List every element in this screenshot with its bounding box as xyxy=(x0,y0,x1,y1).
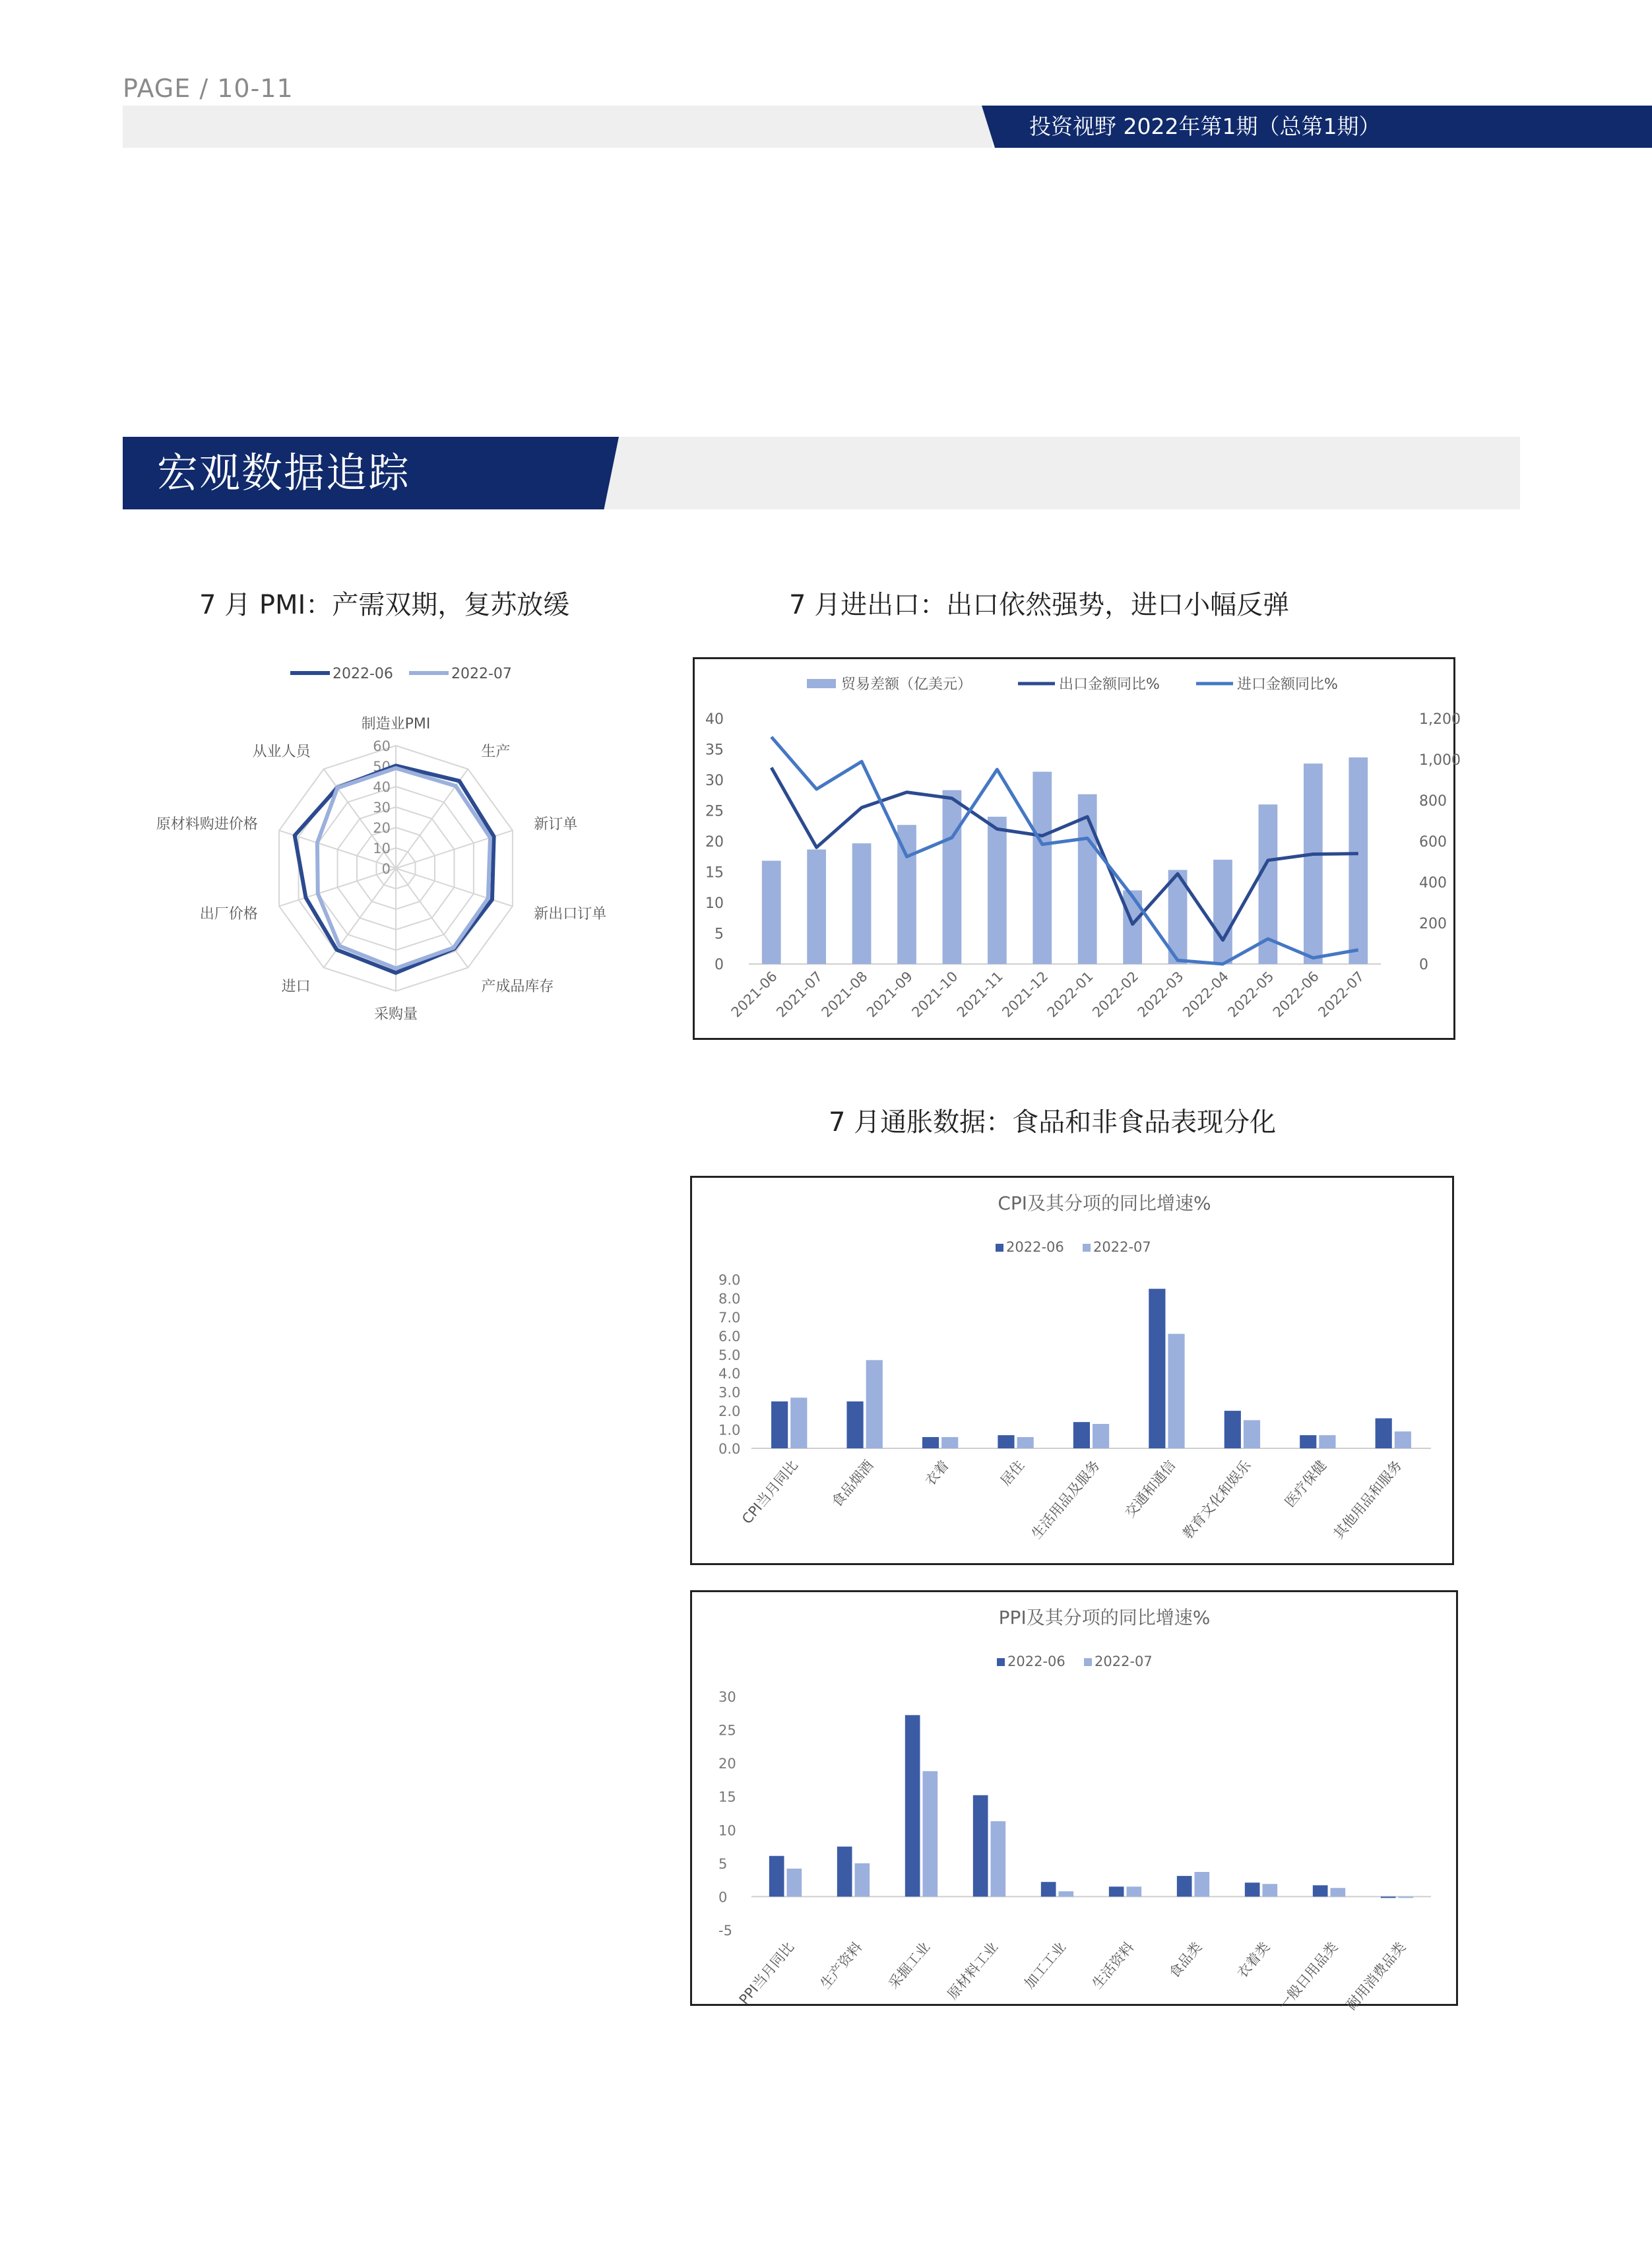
trade-balance-bar xyxy=(943,790,962,965)
right-tick-label: 0 xyxy=(1419,957,1428,973)
y-tick-label: 20 xyxy=(718,1756,736,1772)
publication-title: 投资视野 2022年第1期（总第1期） xyxy=(1029,113,1381,139)
radar-tick-label: 60 xyxy=(373,738,391,754)
inflation-chart-title: 7 月通胀数据：食品和非食品表现分化 xyxy=(829,1107,1277,1138)
left-tick-label: 25 xyxy=(705,803,724,820)
bar-2022-07 xyxy=(787,1869,802,1896)
bar-2022-06 xyxy=(905,1715,920,1896)
trade-balance-bar xyxy=(762,860,781,964)
category-label: 加工工业 xyxy=(1021,1939,1069,1992)
category-label: 耐用消费品类 xyxy=(1343,1939,1409,2013)
category-label: CPI当月同比 xyxy=(739,1457,802,1528)
radar-axis-label: 新出口订单 xyxy=(534,905,607,922)
bar-2022-07 xyxy=(1093,1424,1109,1448)
legend-label: 出口金额同比% xyxy=(1059,676,1160,693)
radar-axis-label: 生产 xyxy=(481,744,511,761)
radar-axis-label: 从业人员 xyxy=(252,744,311,761)
bar-2022-06 xyxy=(922,1437,939,1448)
bar-2022-07 xyxy=(1331,1888,1346,1896)
category-label: 2021-08 xyxy=(818,968,871,1021)
header-bar xyxy=(123,106,992,148)
pmi-chart-title: 7 月 PMI：产需双期，复苏放缓 xyxy=(199,590,570,620)
category-label: 生产资料 xyxy=(817,1939,866,1992)
category-label: 教育文化和娱乐 xyxy=(1179,1457,1254,1542)
y-tick-label: 0 xyxy=(718,1889,728,1906)
y-tick-label: 10 xyxy=(718,1822,736,1839)
bar-2022-07 xyxy=(1399,1896,1414,1898)
left-tick-label: 20 xyxy=(705,834,724,851)
bar-2022-07 xyxy=(1195,1872,1210,1896)
legend-label: 2022-06 xyxy=(333,666,393,682)
y-tick-label: 9.0 xyxy=(718,1272,741,1288)
right-tick-label: 400 xyxy=(1419,875,1447,891)
y-tick-label: 30 xyxy=(718,1689,736,1705)
section-title: 宏观数据追踪 xyxy=(157,449,411,497)
y-tick-label: 0.0 xyxy=(718,1441,741,1457)
radar-tick-label: 0 xyxy=(381,861,391,877)
left-tick-label: 30 xyxy=(705,773,724,789)
category-label: PPI当月同比 xyxy=(736,1939,798,2008)
y-tick-label: 3.0 xyxy=(718,1384,741,1401)
trade-balance-bar xyxy=(1032,772,1052,964)
bar-2022-07 xyxy=(923,1771,938,1896)
category-label: 2022-06 xyxy=(1269,968,1322,1021)
trade-balance-bar xyxy=(807,849,826,964)
right-tick-label: 1,200 xyxy=(1419,711,1461,728)
legend-label: 2022-07 xyxy=(451,666,512,682)
trade-chart-frame xyxy=(693,657,1461,1040)
pmi-radar-chart xyxy=(132,653,660,1049)
trade-balance-bar xyxy=(852,843,872,964)
legend-swatch xyxy=(996,1244,1003,1252)
left-tick-label: 0 xyxy=(715,957,724,973)
bar-2022-07 xyxy=(866,1360,883,1448)
bar-2022-06 xyxy=(771,1401,788,1448)
bar-2022-06 xyxy=(973,1795,988,1897)
y-tick-label: 7.0 xyxy=(718,1309,741,1326)
bar-2022-07 xyxy=(1263,1884,1278,1896)
bar-2022-06 xyxy=(1224,1411,1241,1448)
legend-swatch xyxy=(997,1658,1005,1666)
trade-balance-bar xyxy=(1349,757,1368,964)
category-label: 生活资料 xyxy=(1089,1939,1137,1992)
legend-swatch xyxy=(807,679,836,688)
y-tick-label: 5.0 xyxy=(718,1347,741,1363)
legend-label: 2022-06 xyxy=(1006,1239,1064,1255)
category-label: 采掘工业 xyxy=(885,1939,934,1992)
category-label: 原材料工业 xyxy=(944,1939,1001,2003)
radar-axis-label: 产成品库存 xyxy=(481,978,554,995)
chart-title: PPI及其分项的同比增速% xyxy=(998,1607,1211,1628)
bar-2022-07 xyxy=(1319,1435,1335,1448)
radar-tick-label: 20 xyxy=(373,820,391,836)
bar-2022-06 xyxy=(769,1856,784,1897)
category-label: 2021-07 xyxy=(773,968,826,1021)
category-label: 2021-10 xyxy=(908,968,961,1021)
bar-2022-06 xyxy=(1109,1886,1124,1896)
right-tick-label: 200 xyxy=(1419,916,1447,932)
bar-2022-07 xyxy=(1168,1334,1184,1448)
y-tick-label: 15 xyxy=(718,1789,736,1805)
bar-2022-07 xyxy=(991,1821,1006,1896)
radar-axis-label: 新订单 xyxy=(534,816,578,833)
category-label: 食品烟酒 xyxy=(829,1457,877,1510)
category-label: 2022-02 xyxy=(1089,968,1142,1021)
ppi-chart-frame xyxy=(690,1590,1458,2013)
y-tick-label: 2.0 xyxy=(718,1403,741,1420)
category-label: 其他用品和服务 xyxy=(1330,1457,1405,1542)
y-tick-label: 25 xyxy=(718,1722,736,1739)
bar-2022-07 xyxy=(1244,1420,1260,1448)
cpi-chart xyxy=(692,1178,1452,1563)
trade-balance-bar xyxy=(1304,763,1323,964)
bar-2022-07 xyxy=(1395,1431,1411,1448)
bar-2022-07 xyxy=(790,1398,807,1448)
category-label: 2021-09 xyxy=(864,968,916,1021)
bar-2022-06 xyxy=(1381,1896,1396,1898)
category-label: 医疗保健 xyxy=(1281,1457,1330,1510)
cpi-chart-frame xyxy=(690,1176,1454,1565)
category-label: 2021-11 xyxy=(953,968,1006,1021)
bar-2022-06 xyxy=(1177,1876,1192,1896)
y-tick-label: -5 xyxy=(718,1923,732,1939)
radar-axis-label: 采购量 xyxy=(373,1006,418,1023)
bar-2022-06 xyxy=(1245,1882,1260,1896)
trade-balance-bar xyxy=(988,817,1007,964)
right-tick-label: 600 xyxy=(1419,834,1447,851)
radar-tick-label: 30 xyxy=(373,800,391,816)
radar-tick-label: 50 xyxy=(373,759,391,775)
bar-2022-07 xyxy=(1127,1886,1142,1896)
category-label: 交通和通信 xyxy=(1122,1457,1179,1521)
legend-label: 贸易差额（亿美元） xyxy=(841,676,972,693)
right-tick-label: 800 xyxy=(1419,793,1447,810)
left-tick-label: 5 xyxy=(715,926,724,943)
y-tick-label: 1.0 xyxy=(718,1422,741,1438)
bar-2022-06 xyxy=(1149,1289,1165,1448)
page-label: PAGE / 10-11 xyxy=(123,74,294,103)
radar-tick-label: 10 xyxy=(373,841,391,856)
category-label: 一般日用品类 xyxy=(1275,1939,1341,2013)
left-tick-label: 40 xyxy=(705,711,724,728)
left-tick-label: 10 xyxy=(705,895,724,912)
category-label: 衣着 xyxy=(922,1457,952,1489)
radar-tick-label: 40 xyxy=(373,779,391,795)
legend-label: 进口金额同比% xyxy=(1237,676,1338,693)
bar-2022-06 xyxy=(1376,1418,1392,1448)
bar-2022-07 xyxy=(1059,1891,1074,1896)
radar-axis-label: 出厂价格 xyxy=(199,905,258,922)
right-tick-label: 1,000 xyxy=(1419,752,1461,769)
radar-axis-label: 进口 xyxy=(281,978,311,995)
category-label: 2022-04 xyxy=(1180,968,1232,1021)
bar-2022-07 xyxy=(1017,1437,1034,1448)
category-label: 2022-07 xyxy=(1315,968,1368,1021)
radar-spoke xyxy=(396,769,468,868)
y-tick-label: 4.0 xyxy=(718,1366,741,1382)
category-label: 2022-03 xyxy=(1134,968,1187,1021)
bar-2022-06 xyxy=(998,1435,1014,1448)
bar-2022-06 xyxy=(1073,1422,1090,1448)
left-tick-label: 15 xyxy=(705,864,724,882)
bar-2022-07 xyxy=(941,1437,958,1448)
category-label: 2021-12 xyxy=(999,968,1052,1021)
y-tick-label: 8.0 xyxy=(718,1291,741,1307)
trade-chart-title: 7 月进出口：出口依然强势，进口小幅反弹 xyxy=(789,590,1290,620)
legend-label: 2022-06 xyxy=(1007,1654,1065,1669)
bar-2022-06 xyxy=(1313,1885,1328,1896)
left-tick-label: 35 xyxy=(705,742,724,759)
legend-swatch xyxy=(1083,1244,1091,1252)
category-label: 衣着类 xyxy=(1234,1939,1273,1981)
y-tick-label: 6.0 xyxy=(718,1328,741,1345)
bar-2022-06 xyxy=(846,1401,863,1448)
radar-axis-label: 制造业PMI xyxy=(361,716,431,732)
y-tick-label: 5 xyxy=(718,1855,728,1872)
trade-balance-bar xyxy=(1213,860,1232,964)
bar-2022-06 xyxy=(837,1847,852,1897)
category-label: 食品类 xyxy=(1166,1939,1205,1981)
bar-2022-06 xyxy=(1300,1435,1316,1448)
radar-spoke xyxy=(396,868,468,967)
chart-title: CPI及其分项的同比增速% xyxy=(998,1192,1211,1214)
trade-balance-bar xyxy=(1123,890,1142,964)
category-label: 居住 xyxy=(998,1457,1028,1489)
category-label: 2022-05 xyxy=(1224,968,1277,1021)
ppi-chart xyxy=(692,1592,1456,2013)
category-label: 2022-01 xyxy=(1044,968,1096,1021)
legend-label: 2022-07 xyxy=(1095,1654,1153,1669)
legend-label: 2022-07 xyxy=(1093,1239,1151,1255)
legend-swatch xyxy=(1084,1658,1092,1666)
radar-axis-label: 原材料购进价格 xyxy=(156,816,258,833)
bar-2022-06 xyxy=(1041,1882,1056,1896)
category-label: 2021-06 xyxy=(728,968,780,1021)
bar-2022-07 xyxy=(855,1863,870,1897)
trade-chart xyxy=(695,659,1461,1038)
category-label: 生活用品及服务 xyxy=(1028,1457,1103,1542)
